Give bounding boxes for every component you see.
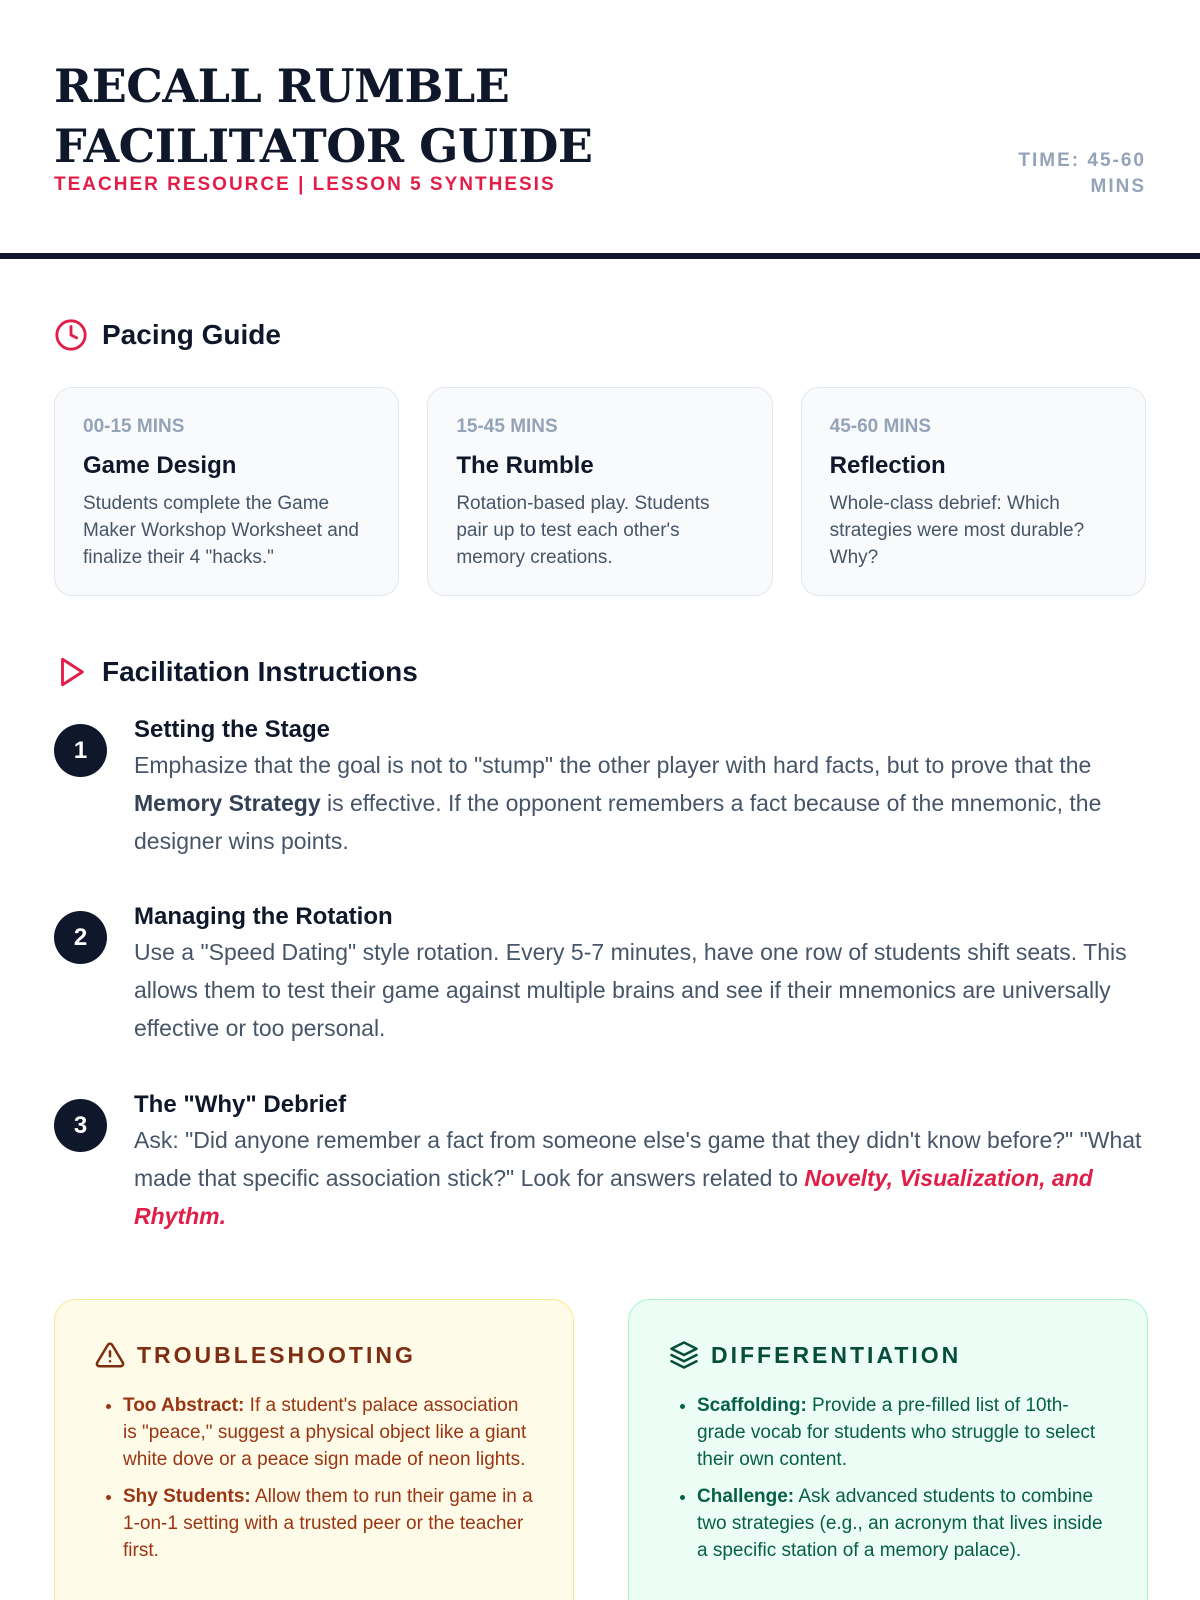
play-icon <box>54 655 88 689</box>
pacing-heading <box>54 318 281 352</box>
card-title: The Rumble <box>456 452 594 479</box>
pacing-card <box>427 387 772 596</box>
card-title: Reflection <box>829 452 946 479</box>
card-text: Rotation-based play. Students pair up to test each other's memory creations. <box>456 493 710 568</box>
page-subtitle: TEACHER RESOURCE | LESSON 5 SYNTHESIS <box>54 174 556 195</box>
step-title: Setting the Stage <box>134 716 331 743</box>
warning-icon <box>95 1340 125 1370</box>
step-text: Emphasize that the goal is not to "stump" the other player with hard facts, but to prove that the Memory Strategy is effective. If the opponent remembers a fact because of the mnemonic, the designer wins points. <box>134 752 1102 854</box>
differentiation-title: DIFFERENTIATION <box>669 1340 1107 1370</box>
step-text: Ask: "Did anyone remember a fact from someone else's game that they didn't know before?" "What made that specific association stick?" Look for answers related to Novelty, Visualization, and Rhythm. <box>134 1127 1142 1229</box>
card-time: 15-45 MINS <box>456 416 558 437</box>
card-title: Game Design <box>83 452 237 479</box>
differentiation-list <box>669 1392 1107 1564</box>
step-title: The "Why" Debrief <box>134 1091 347 1118</box>
clock-icon <box>54 318 88 352</box>
list-item: • Too Abstract: If a student's palace association is "peace," suggest a physical object like a giant white dove or a peace sign made of neon lights. <box>123 1392 533 1473</box>
pacing-card <box>54 387 399 596</box>
pacing-cards <box>54 387 1146 596</box>
list-item: • Scaffolding: Provide a pre-filled list of 10th-grade vocab for students who struggle to select their own content. <box>697 1392 1107 1473</box>
step-number: 2 <box>54 911 107 964</box>
card-text: Whole-class debrief: Which strategies were most durable? Why? <box>829 493 1085 568</box>
step-number: 3 <box>54 1099 107 1152</box>
layers-icon <box>669 1340 699 1370</box>
troubleshooting-box <box>54 1299 574 1600</box>
page-title: RECALL RUMBLE FACILITATOR GUIDE <box>54 59 593 173</box>
header-divider <box>0 253 1200 259</box>
step-title: Managing the Rotation <box>134 903 393 930</box>
card-time: 45-60 MINS <box>829 416 932 437</box>
card-time: 00-15 MINS <box>83 416 185 437</box>
instructions-heading-label: Facilitation Instructions <box>102 656 418 687</box>
step-highlight: Memory Strategy <box>134 790 321 816</box>
pacing-heading-label: Pacing Guide <box>102 319 281 350</box>
pacing-card <box>801 387 1146 596</box>
list-item: • Shy Students: Allow them to run their game in a 1-on-1 setting with a trusted peer or the teacher first. <box>123 1483 533 1564</box>
troubleshooting-title: TROUBLESHOOTING <box>95 1340 533 1370</box>
card-text: Students complete the Game Maker Workshop Worksheet and finalize their 4 "hacks." <box>83 493 359 568</box>
troubleshooting-list <box>95 1392 533 1564</box>
step-emphasis: Novelty, Visualization, and Rhythm. <box>134 1165 1093 1229</box>
differentiation-box <box>628 1299 1148 1600</box>
list-item: • Challenge: Ask advanced students to combine two strategies (e.g., an acronym that lives inside a specific station of a memory palace). <box>697 1483 1107 1564</box>
time-badge: TIME: 45-60 MINS <box>1018 150 1146 197</box>
step-number: 1 <box>54 724 107 777</box>
instructions-heading <box>54 655 418 689</box>
page-header <box>54 56 1146 206</box>
step-text: Use a "Speed Dating" style rotation. Every 5-7 minutes, have one row of students shift seats. This allows them to test their game against multiple brains and see if their mnemonics are universally effective or too personal. <box>134 939 1127 1041</box>
